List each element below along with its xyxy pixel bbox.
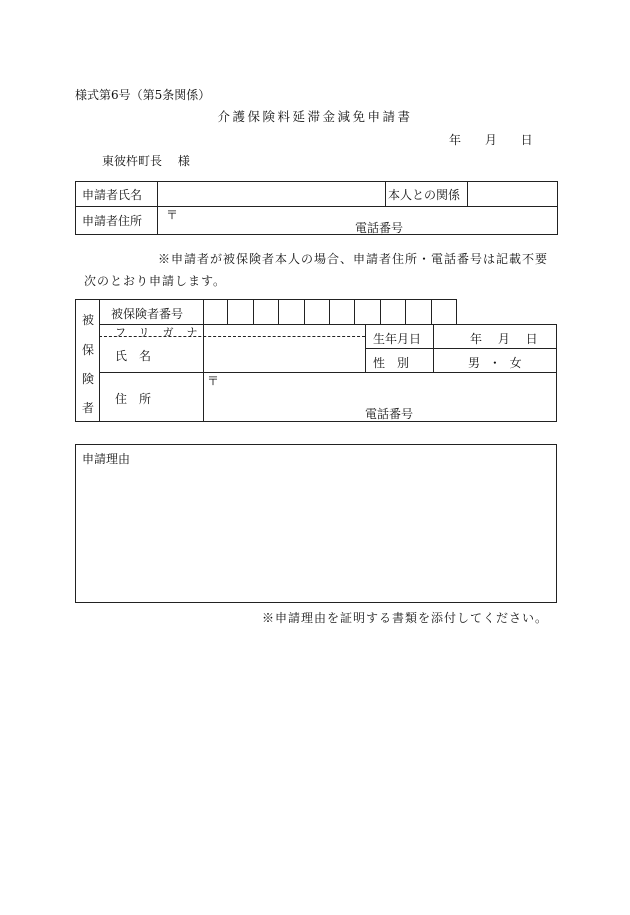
- insured-number-label: 被保険者番号: [111, 307, 184, 321]
- digit-box[interactable]: [203, 299, 228, 324]
- digit-box[interactable]: [432, 299, 457, 324]
- furigana-field[interactable]: [204, 325, 364, 336]
- insured-side-label-3: 険: [82, 372, 95, 386]
- insured-number-boxes: [203, 299, 457, 324]
- digit-box[interactable]: [330, 299, 355, 324]
- reason-footer-note: ※申請理由を証明する書類を添付してください。: [262, 611, 549, 625]
- insured-side-label-2: 保: [82, 343, 95, 357]
- applicant-name-label: 申請者氏名: [76, 182, 158, 207]
- digit-box[interactable]: [406, 299, 431, 324]
- date-line: 年 月 日: [449, 133, 533, 147]
- digit-box[interactable]: [381, 299, 406, 324]
- form-number: 様式第6号（第5条関係）: [75, 88, 211, 102]
- request-line: 次のとおり申請します。: [84, 274, 227, 288]
- digit-box[interactable]: [279, 299, 304, 324]
- relation-field[interactable]: [468, 182, 558, 207]
- birthdate-label: 生年月日: [373, 332, 422, 346]
- insured-side-label-4: 者: [82, 401, 95, 415]
- applicant-postal-mark: 〒: [166, 208, 179, 222]
- insured-name-label: 氏 名: [115, 349, 152, 363]
- insured-address-label: 住 所: [115, 392, 152, 406]
- address-note: ※申請者が被保険者本人の場合、申請者住所・電話番号は記載不要: [158, 252, 549, 266]
- applicant-address-label: 申請者住所: [76, 207, 158, 235]
- digit-box[interactable]: [305, 299, 330, 324]
- digit-box[interactable]: [228, 299, 253, 324]
- relation-label: 本人との関係: [386, 182, 468, 207]
- addressee: 東彼杵町長 様: [102, 154, 190, 168]
- reason-label: 申請理由: [82, 452, 131, 466]
- insured-postal-mark: 〒: [207, 374, 220, 388]
- gender-value[interactable]: 男 ・ 女: [468, 356, 522, 370]
- digit-box[interactable]: [355, 299, 380, 324]
- gender-label: 性 別: [373, 356, 410, 370]
- birthdate-value[interactable]: 年 月 日: [470, 332, 538, 346]
- applicant-phone-label: 電話番号: [355, 221, 404, 235]
- form-title: 介護保険料延滞金減免申請書: [217, 109, 413, 124]
- digit-box[interactable]: [254, 299, 279, 324]
- applicant-table: [75, 181, 558, 235]
- applicant-name-field[interactable]: [158, 182, 386, 207]
- insured-phone-label: 電話番号: [365, 407, 414, 421]
- insured-name-field[interactable]: [204, 337, 364, 372]
- insured-side-label-1: 被: [82, 313, 95, 327]
- insured-section: [75, 299, 557, 422]
- furigana-label: フリガナ: [115, 326, 211, 339]
- reason-field[interactable]: [75, 444, 557, 603]
- insured-address-field[interactable]: [204, 373, 556, 421]
